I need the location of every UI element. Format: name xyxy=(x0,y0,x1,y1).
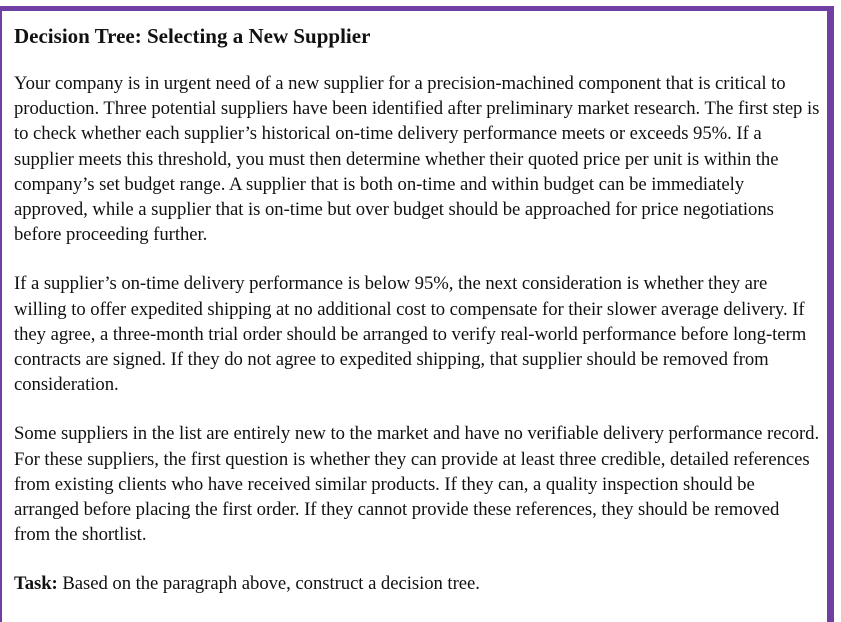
paragraph-2: If a supplier’s on-time delivery performance is below 95%, the next consideration is whether they are willing to offer expedited shipping at no additional cost to compensate for their slower average delivery. If they agree, a three-month trial order should be arranged to verify real-world performance before long-term contracts are signed. If they do not agree to expedited shipping, that supplier should be removed from consideration. xyxy=(14,273,807,396)
paragraph-3: Some suppliers in the list are entirely new to the market and have no verifiable delivery performance record. For these suppliers, the first question is whether they can provide at least three credible, detailed references from existing clients who have received similar products. If they can, a quality inspection should be arranged before placing the first order. If they cannot provide these references, they should be removed from the shortlist. xyxy=(14,423,820,546)
document-content xyxy=(14,23,820,597)
task-label: Task: xyxy=(14,573,58,595)
task-text: Based on the paragraph above, construct a decision tree. xyxy=(57,573,480,595)
task-paragraph xyxy=(14,571,820,596)
document-frame xyxy=(0,6,834,622)
document-title: Decision Tree: Selecting a New Supplier xyxy=(14,24,371,48)
paragraph-1: Your company is in urgent need of a new supplier for a precision-machined component that is critical to production. Three potential suppliers have been identified after preliminary market research. The first step is to check whether each supplier’s historical on-time delivery performance meets or exceeds 95%. If a supplier meets this threshold, you must then determine whether their quoted price per unit is within the company’s set budget range. A supplier that is both on-time and within budget can be immediately approved, while a supplier that is on-time but over budget should be approached for price negotiations before proceeding further. xyxy=(14,73,820,246)
